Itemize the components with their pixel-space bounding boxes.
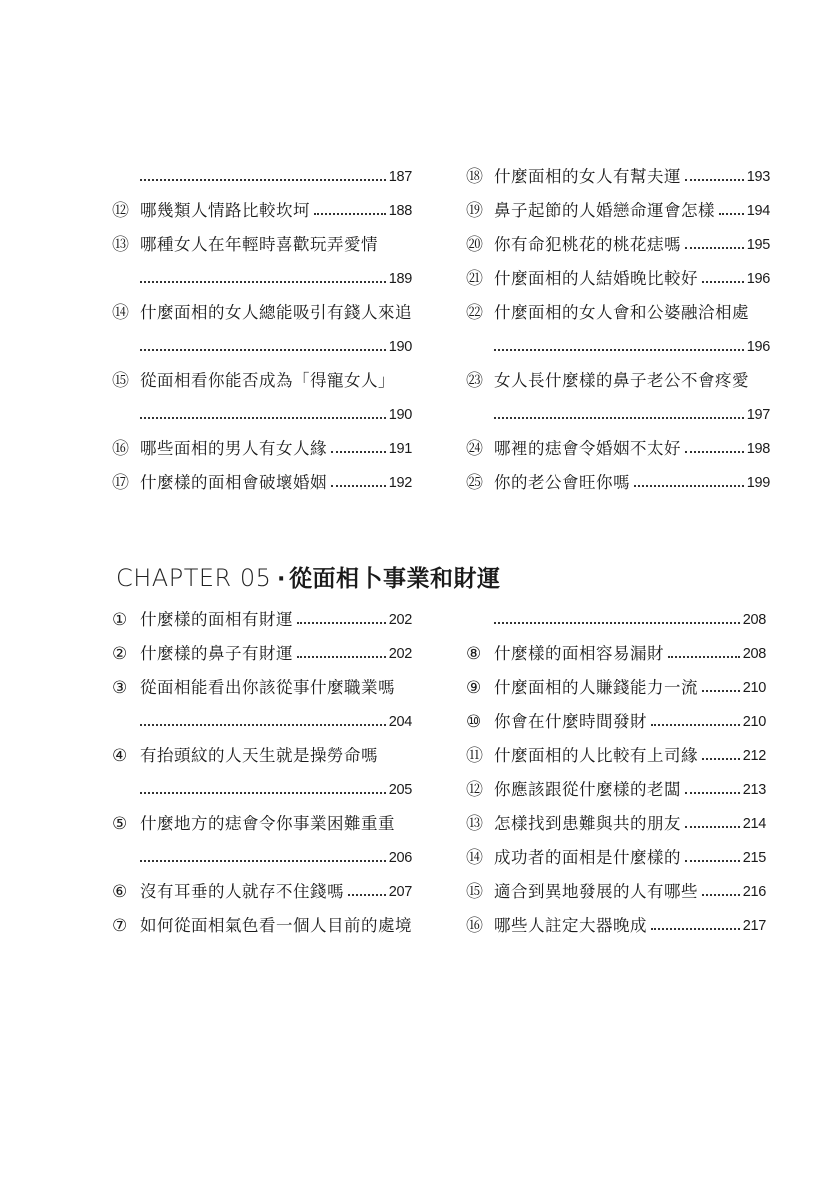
toc-entry-number: ⑤ [112,814,128,834]
toc-entry-number: ⑲ [466,201,483,221]
toc-entry [466,914,766,938]
toc-dot-leader [685,860,740,862]
toc-dot-leader [297,656,386,658]
toc-dot-leader [685,247,744,249]
toc-entry-number: ③ [112,678,128,698]
toc-entry [112,608,412,632]
toc-page-number: 189 [388,271,412,287]
toc-entry-title: 哪裡的痣會令婚姻不太好 [494,439,681,458]
toc-entry-title: 什麼面相的女人有幫夫運 [494,167,681,186]
toc-entry [112,914,412,938]
toc-entry-title: 什麼樣的面相會破壞婚姻 [140,473,327,492]
toc-dot-leader [685,792,740,794]
toc-entry-title: 什麼面相的女人總能吸引有錢人來追 [140,303,412,322]
toc-page-number: 210 [742,680,766,696]
toc-entry [466,437,770,461]
toc-entry-number: ⑮ [112,371,129,391]
toc-page-number: 190 [388,339,412,355]
toc-page-number: 198 [746,441,770,457]
toc-entry-title: 女人長什麼樣的鼻子老公不會疼愛 [494,371,749,390]
toc-entry-number: ⑳ [466,235,483,255]
toc-entry-title: 怎樣找到患難與共的朋友 [494,814,681,833]
toc-page-number: 196 [746,339,770,355]
toc-entry [466,812,766,836]
toc-page-number: 205 [388,782,412,798]
toc-page-number: 192 [388,475,412,491]
toc-dot-leader [702,690,740,692]
toc-page-continuation [112,165,412,189]
toc-page-number: 216 [742,884,766,900]
toc-entry [112,369,412,393]
toc-page-number: 199 [746,475,770,491]
toc-entry [466,267,770,291]
toc-entry-title: 什麼面相的人比較有上司緣 [494,746,698,765]
toc-entry-number: ⑫ [112,201,129,221]
toc-entry-number: ② [112,644,128,664]
toc-dot-leader [685,179,744,181]
toc-entry [466,676,766,700]
toc-page-number: 202 [388,646,412,662]
toc-entry-number: ① [112,610,128,630]
toc-dot-leader [719,213,744,215]
toc-entry-number: ⑪ [466,746,483,766]
toc-page-number: 215 [742,850,766,866]
toc-entry-number: ⑬ [466,814,483,834]
toc-entry-title: 什麼面相的女人會和公婆融洽相處 [494,303,749,322]
toc-entry [466,199,770,223]
toc-entry-title: 你應該跟從什麼樣的老闆 [494,780,681,799]
toc-entry [466,880,766,904]
toc-page-number: 191 [388,441,412,457]
toc-dot-leader [702,758,740,760]
toc-entry-number: ㉓ [466,371,483,391]
chapter-separator: ‧ [277,567,286,592]
toc-page-continuation [466,335,770,359]
toc-page-number: 197 [746,407,770,423]
toc-page-continuation [112,335,412,359]
toc-entry-number: ⑯ [112,439,129,459]
toc-entry-title: 什麼樣的鼻子有財運 [140,644,293,663]
toc-entry [466,369,770,393]
toc-dot-leader [494,349,744,351]
toc-entry [112,471,412,495]
toc-dot-leader [494,417,744,419]
toc-page-continuation [112,778,412,802]
toc-entry-title: 如何從面相氣色看一個人目前的處境 [140,916,412,935]
toc-dot-leader [140,792,386,794]
toc-page-number: 208 [742,646,766,662]
toc-entry-number: ⑮ [466,882,483,902]
toc-dot-leader [685,451,744,453]
toc-entry-title: 什麼樣的面相容易漏財 [494,644,664,663]
toc-page-number: 214 [742,816,766,832]
toc-entry-number: ㉑ [466,269,483,289]
toc-entry [466,233,770,257]
toc-entry [112,676,412,700]
toc-entry [466,778,766,802]
toc-entry [466,165,770,189]
toc-page-number: 207 [388,884,412,900]
toc-entry-number: ④ [112,746,128,766]
toc-dot-leader [140,724,386,726]
toc-entry-title: 什麼樣的面相有財運 [140,610,293,629]
toc-entry-title: 哪些面相的男人有女人緣 [140,439,327,458]
toc-page-number: 208 [742,612,766,628]
toc-entry [466,301,770,325]
toc-dot-leader [140,349,386,351]
toc-entry [466,642,766,666]
toc-page-continuation [466,608,766,632]
toc-entry [112,233,412,257]
toc-entry-title: 什麼面相的人結婚晚比較好 [494,269,698,288]
toc-dot-leader [685,826,740,828]
toc-dot-leader [702,281,744,283]
toc-entry-title: 哪種女人在年輕時喜歡玩弄愛情 [140,235,378,254]
toc-page-continuation [466,403,770,427]
toc-entry-title: 有抬頭紋的人天生就是操勞命嗎 [140,746,378,765]
toc-entry-title: 你有命犯桃花的桃花痣嗎 [494,235,681,254]
toc-entry-number: ⑩ [466,712,482,732]
toc-dot-leader [348,894,386,896]
toc-entry-title: 從面相看你能否成為「得寵女人」 [140,371,395,390]
toc-entry-title: 鼻子起節的人婚戀命運會怎樣 [494,201,715,220]
toc-page-number: 196 [746,271,770,287]
toc-page-number: 188 [388,203,412,219]
toc-page-continuation [112,403,412,427]
toc-page-number: 193 [746,169,770,185]
toc-entry-number: ⑭ [466,848,483,868]
toc-page-number: 217 [742,918,766,934]
toc-dot-leader [140,417,386,419]
toc-page-number: 210 [742,714,766,730]
toc-dot-leader [140,281,386,283]
toc-entry-title: 適合到異地發展的人有哪些 [494,882,698,901]
toc-entry-number: ⑥ [112,882,128,902]
toc-page-number: 187 [388,169,412,185]
toc-dot-leader [331,451,386,453]
toc-page-continuation [112,846,412,870]
chapter-number: CHAPTER 05 [116,564,272,592]
toc-dot-leader [651,724,740,726]
toc-entry [112,744,412,768]
toc-entry-number: ⑬ [112,235,129,255]
toc-entry-number: ⑯ [466,916,483,936]
toc-page-number: 194 [746,203,770,219]
toc-entry [112,437,412,461]
toc-page-continuation [112,267,412,291]
toc-dot-leader [494,622,740,624]
chapter-heading [116,560,501,592]
toc-page-continuation [112,710,412,734]
toc-page-number: 206 [388,850,412,866]
toc-entry [112,812,412,836]
toc-page-number: 190 [388,407,412,423]
toc-page-number: 204 [388,714,412,730]
toc-entry [112,642,412,666]
toc-entry-number: ⑱ [466,167,483,187]
toc-entry [466,471,770,495]
toc-entry-number: ⑫ [466,780,483,800]
toc-dot-leader [140,179,386,181]
toc-entry-number: ⑦ [112,916,128,936]
toc-entry-title: 哪些人註定大器晚成 [494,916,647,935]
toc-entry-title: 什麼面相的人賺錢能力一流 [494,678,698,697]
toc-entry [112,301,412,325]
toc-entry-title: 你會在什麼時間發財 [494,712,647,731]
toc-dot-leader [634,485,744,487]
toc-entry [112,199,412,223]
toc-entry-title: 從面相能看出你該從事什麼職業嗎 [140,678,395,697]
toc-entry-title: 你的老公會旺你嗎 [494,473,630,492]
toc-entry-number: ⑧ [466,644,482,664]
toc-page-number: 202 [388,612,412,628]
toc-page-number: 212 [742,748,766,764]
toc-entry [466,846,766,870]
toc-entry-number: ㉒ [466,303,483,323]
toc-entry-number: ⑭ [112,303,129,323]
toc-entry [466,744,766,768]
toc-entry-title: 哪幾類人情路比較坎坷 [140,201,310,220]
toc-dot-leader [140,860,386,862]
toc-dot-leader [297,622,386,624]
toc-dot-leader [651,928,740,930]
toc-entry [466,710,766,734]
toc-entry-title: 什麼地方的痣會令你事業困難重重 [140,814,395,833]
toc-entry-number: ㉔ [466,439,483,459]
toc-dot-leader [702,894,740,896]
toc-entry-number: ⑰ [112,473,129,493]
toc-entry [112,880,412,904]
toc-page-number: 195 [746,237,770,253]
toc-entry-number: ⑨ [466,678,482,698]
toc-dot-leader [314,213,386,215]
chapter-title: 從面相卜事業和財運 [289,565,501,592]
toc-dot-leader [331,485,386,487]
toc-page-number: 213 [742,782,766,798]
toc-entry-title: 沒有耳垂的人就存不住錢嗎 [140,882,344,901]
toc-dot-leader [668,656,740,658]
toc-entry-number: ㉕ [466,473,483,493]
toc-entry-title: 成功者的面相是什麼樣的 [494,848,681,867]
